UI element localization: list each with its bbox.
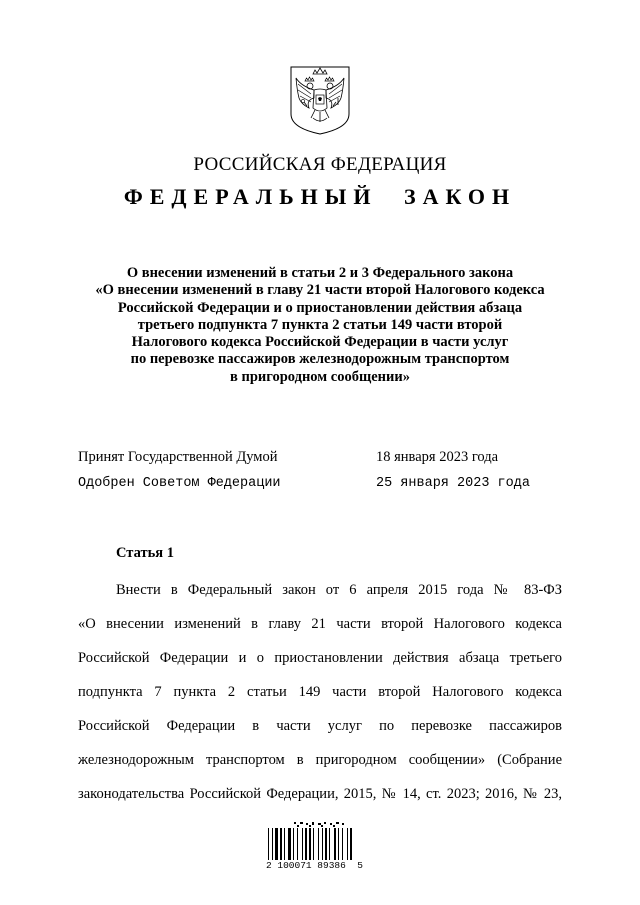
article-text-line: «О внесении изменений в главу 21 части второй Налогового кодекса [78,616,562,632]
article-text-line: Российской Федерации и о приостановлении действия абзаца третьего [78,650,562,666]
title-line: по перевозке пассажиров железнодорожным транспортом [130,351,510,368]
law-type-heading: ФЕДЕРАЛЬНЫЙ ЗАКОН [123,184,517,209]
article-heading: Статья 1 [116,545,174,561]
duma-adoption-date: 18 января 2023 года [376,449,499,465]
article-text-line: Внести в Федеральный закон от 6 апреля 2015 года № 83-ФЗ [116,582,562,598]
article-text-line: законодательства Российской Федерации, 2015, № 14, ст. 2023; 2016, № 23, [78,786,562,802]
article-text-line: железнодорожным транспортом в пригородном сообщении» (Собрание [78,752,562,768]
article-text-line: подпункта 7 пункта 2 статьи 149 части второй Налогового кодекса [78,684,562,700]
title-line: Российской Федерации и о приостановлении действия абзаца [117,299,523,316]
article-text-line: Российской Федерации в части услуг по перевозке пассажиров [78,718,562,734]
title-line: в пригородном сообщении» [230,368,410,385]
council-approval-date: 25 января 2023 года [376,476,530,491]
title-line: «О внесении изменений в главу 21 части второй Налогового кодекса [95,282,545,299]
coat-of-arms-icon [287,64,353,136]
title-line: О внесении изменений в статьи 2 и 3 Федерального закона [126,265,514,281]
council-approval-label: Одобрен Советом Федерации [78,476,281,491]
law-title [60,265,580,386]
title-line: третьего подпункта 7 пункта 2 статьи 149 части второй [137,316,503,333]
duma-adoption-label: Принят Государственной Думой [78,449,278,465]
country-name: РОССИЙСКАЯ ФЕДЕРАЦИЯ [193,154,447,175]
title-line: Налогового кодекса Российской Федерации в части услуг [131,334,509,351]
barcode-number: 2 100071 89386 5 [266,860,363,871]
